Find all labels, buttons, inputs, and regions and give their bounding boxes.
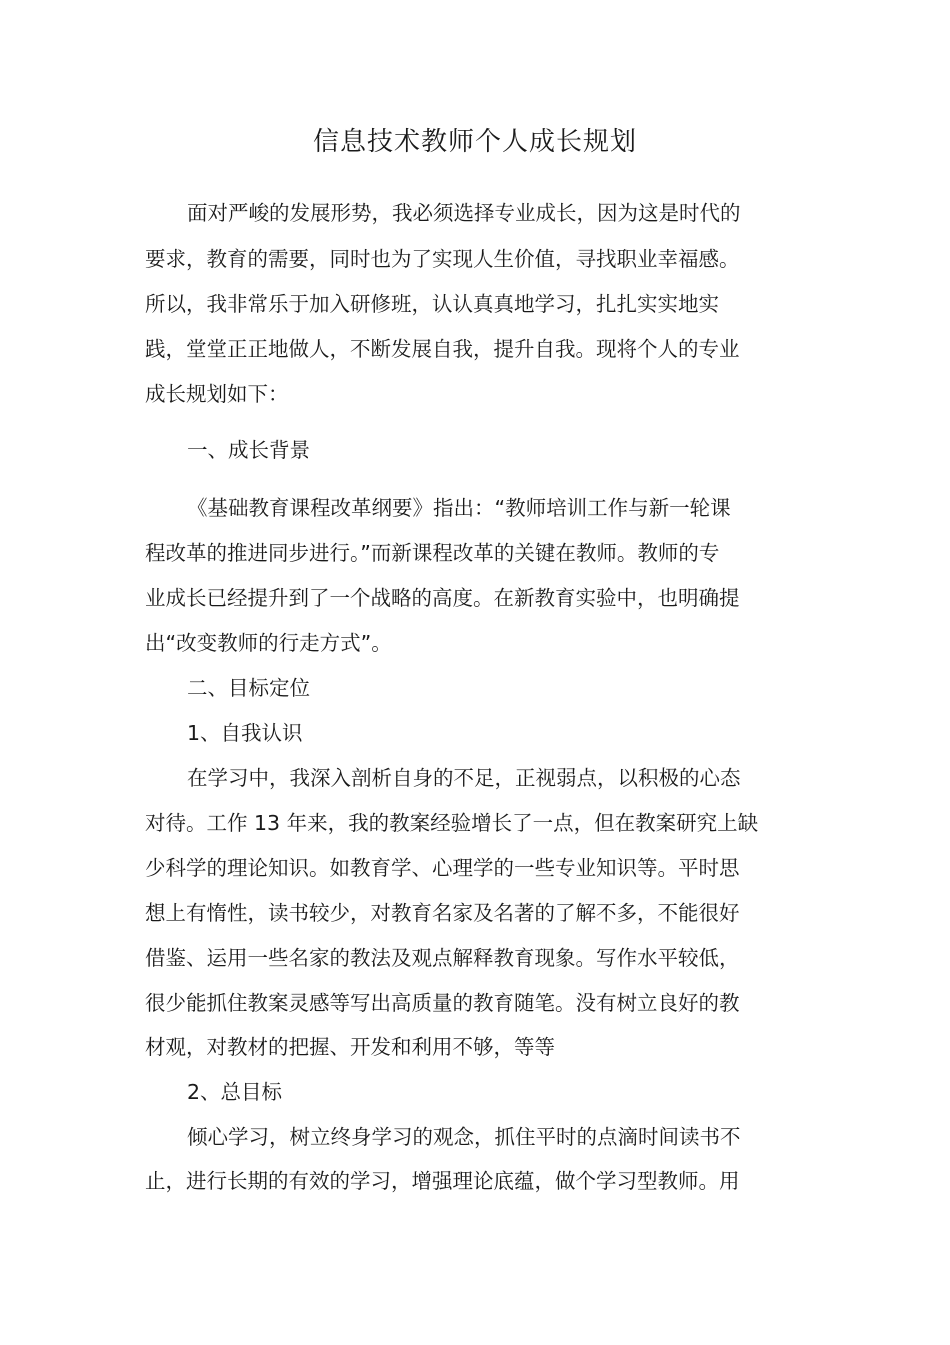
subsection-heading: 2、总目标 [187,1080,283,1104]
paragraph-line: 材观，对教材的把握、开发和利用不够，等等 [145,1035,555,1059]
paragraph-line: 面对严峻的发展形势，我必须选择专业成长，因为这是时代的 [187,201,741,225]
paragraph-line: 出“改变教师的行走方式”。 [145,631,392,655]
paragraph-line: 止，进行长期的有效的学习，增强理论底蕴，做个学习型教师。用 [145,1169,740,1193]
paragraph-line: 所以，我非常乐于加入研修班，认认真真地学习，扎扎实实地实 [145,292,719,316]
subsection-heading: 1、自我认识 [187,721,303,745]
paragraph-line: 《基础教育课程改革纲要》指出：“教师培训工作与新一轮课 [187,496,731,520]
paragraph-line: 想上有惰性，读书较少，对教育名家及名著的了解不多，不能很好 [145,901,740,925]
section-heading: 一、成长背景 [187,438,310,462]
paragraph-line: 倾心学习，树立终身学习的观念，抓住平时的点滴时间读书不 [187,1125,741,1149]
paragraph-line: 借鉴、运用一些名家的教法及观点解释教育现象。写作水平较低， [145,946,740,970]
paragraph-line: 践，堂堂正正地做人，不断发展自我，提升自我。现将个人的专业 [145,337,740,361]
paragraph-line: 很少能抓住教案灵感等写出高质量的教育随笔。没有树立良好的教 [145,991,740,1015]
document-title: 信息技术教师个人成长规划 [312,127,637,157]
paragraph-line: 程改革的推进同步进行。”而新课程改革的关键在教师。教师的专 [145,541,720,565]
paragraph-line: 业成长已经提升到了一个战略的高度。在新教育实验中，也明确提 [145,586,740,610]
paragraph-line: 成长规划如下： [145,382,289,406]
paragraph-line: 对待。工作 13 年来，我的教案经验增长了一点，但在教案研究上缺 [145,811,759,835]
paragraph-line: 少科学的理论知识。如教育学、心理学的一些专业知识等。平时思 [145,856,740,880]
section-heading: 二、目标定位 [187,676,310,700]
paragraph-line: 要求，教育的需要，同时也为了实现人生价值，寻找职业幸福感。 [145,247,740,271]
paragraph-line: 在学习中，我深入剖析自身的不足，正视弱点，以积极的心态 [187,766,741,790]
